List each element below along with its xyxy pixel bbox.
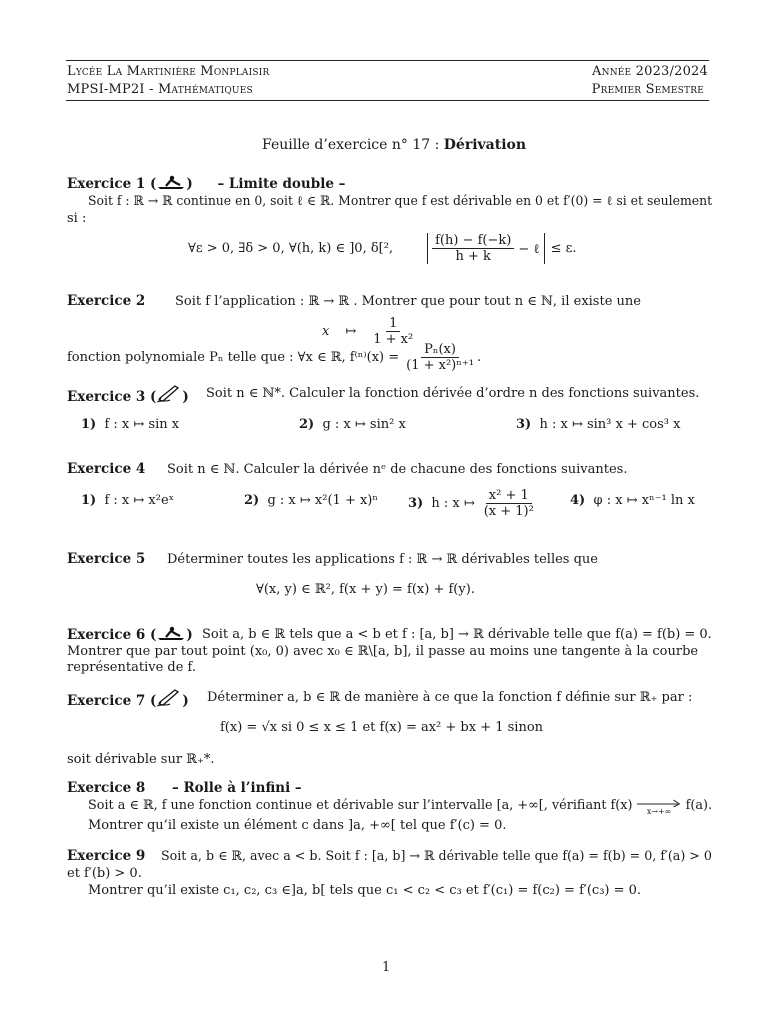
exercise-8-line2: Montrer qu’il existe un élément c dans ]a, +∞[ tel que f′(c) = 0.: [88, 818, 507, 833]
sheet-title-topic: Dérivation: [443, 137, 527, 153]
exercise-8-line1-text: Soit a ∈ ℝ, f une fonction continue et dérivable sur l’intervalle [a, +∞[, vérifiant f(x): [88, 798, 633, 813]
exercise-7-line2: soit dérivable sur ℝ₊*.: [67, 752, 215, 767]
exercise-3-heading: [67, 385, 189, 407]
exercise-3-label: Exercice 3 (: [67, 389, 157, 405]
exercise-4-item-2-text: g : x ↦ x²(1 + x)ⁿ: [267, 493, 378, 508]
exercise-1-heading: [67, 175, 345, 194]
exercise-6-line3: représentative de f.: [67, 660, 197, 675]
exercise-3-item-2-text: g : x ↦ sin² x: [322, 417, 406, 432]
exercise-1-subtitle: – Limite double –: [217, 176, 346, 192]
exercise-1-label-end: ): [186, 176, 193, 192]
exercise-4-item-2-number: 2): [244, 493, 260, 508]
exercise-2-text2-end: .: [476, 350, 482, 365]
exercise-3-item-2-number: 2): [299, 417, 315, 432]
exercise-2-fraction-num: Pₙ(x): [421, 342, 459, 358]
exercise-8-subtitle: – Rolle à l’infini –: [172, 780, 302, 796]
exercise-6-line2: Montrer que par tout point (x₀, 0) avec x₀ ∈ ℝ\[a, b], il passe au moins une tangente à la courbe: [67, 644, 699, 659]
exercise-2-map-x: x: [322, 324, 330, 339]
exercise-4-label: Exercice 4: [67, 461, 146, 477]
exercise-4-item-3-num: x² + 1: [486, 488, 532, 504]
exercise-7-heading: [67, 689, 189, 711]
exercise-8-line1: [88, 798, 712, 816]
exercise-1-label: Exercice 1 (: [67, 176, 157, 192]
long-right-arrow-icon: [636, 798, 681, 807]
exercise-1-fraction-num: f(h) − f(−k): [432, 233, 514, 249]
exercise-8-label: Exercice 8: [67, 780, 146, 796]
exercise-7-text: Déterminer a, b ∈ ℝ de manière à ce que la fonction f définie sur ℝ₊ par :: [207, 690, 693, 705]
exercise-2-map-num: 1: [386, 316, 400, 332]
exercise-4-item-2: [244, 493, 378, 508]
header-school: Lycée La Martinière Monplaisir: [67, 64, 270, 79]
exercise-3-item-2: [299, 417, 406, 432]
header-top-rule: [66, 60, 709, 61]
exercise-3-item-3-number: 3): [516, 417, 532, 432]
exercise-2-fraction-den: (1 + x²)ⁿ⁺¹: [406, 358, 474, 373]
exercise-1-line2: si :: [67, 211, 87, 226]
exercise-4-item-4-number: 4): [570, 493, 586, 508]
exercise-4-item-1: [81, 493, 174, 508]
exercise-3-item-1: [81, 417, 179, 432]
exercise-5-formula: ∀(x, y) ∈ ℝ², f(x + y) = f(x) + f(y).: [256, 582, 475, 597]
exercise-8-limit-arrow: [636, 798, 681, 816]
header-bottom-rule: [66, 100, 709, 101]
exercise-7-label-end: ): [182, 693, 189, 709]
exercise-4-item-3-fraction: [481, 488, 537, 519]
exercise-3-item-1-number: 1): [81, 417, 97, 432]
exercise-9-line3: Montrer qu’il existe c₁, c₂, c₃ ∈]a, b[ tels que c₁ < c₂ < c₃ et f′(c₁) = f(c₂) = f′(c₃) = 0.: [88, 883, 642, 898]
header-year: Année 2023/2024: [592, 64, 708, 79]
ski-jumper-icon: [156, 626, 186, 645]
exercise-5-text: Déterminer toutes les applications f : ℝ → ℝ dérivables telles que: [167, 552, 598, 567]
pencil-icon: [156, 689, 182, 711]
exercise-9-line1: Soit a, b ∈ ℝ, avec a < b. Soit f : [a, b] → ℝ dérivable telle que f(a) = f(b) = 0, f′(a) > 0: [161, 849, 712, 864]
exercise-3-item-1-text: f : x ↦ sin x: [104, 417, 180, 432]
header-semester: Premier Semestre: [591, 82, 704, 97]
sheet-title: [262, 137, 526, 153]
exercise-4-text: Soit n ∈ ℕ. Calculer la dérivée nᵉ de chacune des fonctions suivantes.: [167, 462, 628, 477]
exercise-4-item-1-number: 1): [81, 493, 97, 508]
sheet-title-prefix: Feuille d’exercice n° 17 :: [262, 137, 444, 153]
exercise-8-line1-end: f(a).: [685, 798, 713, 813]
exercise-5-label: Exercice 5: [67, 551, 146, 567]
exercise-1-fraction: [432, 233, 514, 264]
exercise-6-label-end: ): [186, 627, 193, 643]
exercise-1-formula-end: ≤ ε.: [550, 241, 577, 256]
exercise-2-line2: [67, 342, 481, 373]
exercise-4-item-3-number: 3): [408, 496, 424, 511]
exercise-6-line1: Soit a, b ∈ ℝ tels que a < b et f : [a, b] → ℝ dérivable telle que f(a) = f(b) = 0.: [202, 627, 712, 642]
ski-jumper-icon: [156, 175, 186, 194]
exercise-9-label: Exercice 9: [67, 848, 146, 864]
exercise-4-item-4: [570, 493, 695, 508]
exercise-2-map-den: 1 + x²: [373, 332, 414, 347]
exercise-4-item-1-text: f : x ↦ x²eˣ: [104, 493, 175, 508]
exercise-7-formula: f(x) = √x si 0 ≤ x ≤ 1 et f(x) = ax² + bx + 1 sinon: [220, 720, 544, 735]
exercise-1-line1: Soit f : ℝ → ℝ continue en 0, soit ℓ ∈ ℝ. Montrer que f est dérivable en 0 et f′(0) = ℓ si et seulement: [88, 194, 713, 209]
exercise-3-item-3: [516, 417, 680, 432]
exercise-1-fraction-den: h + k: [455, 249, 491, 264]
exercise-2-map-arrow: ↦: [345, 324, 357, 339]
exercise-7-label: Exercice 7 (: [67, 693, 157, 709]
exercise-1-formula-right: − ℓ: [518, 241, 540, 257]
exercise-3-text: Soit n ∈ ℕ*. Calculer la fonction dérivée d’ordre n des fonctions suivantes.: [206, 386, 700, 401]
page-number: 1: [382, 960, 391, 975]
exercise-2-text1: Soit f l’application : ℝ → ℝ . Montrer que pour tout n ∈ ℕ, il existe une: [175, 294, 641, 309]
exercise-1-formula-left: ∀ε > 0, ∃δ > 0, ∀(h, k) ∈ ]0, δ[²,: [188, 241, 394, 256]
exercise-2-label: Exercice 2: [67, 293, 146, 309]
exercise-4-item-4-text: φ : x ↦ xⁿ⁻¹ ln x: [593, 493, 695, 508]
exercise-8-limit-sub: x→+∞: [646, 807, 672, 816]
exercise-6-label: Exercice 6 (: [67, 627, 157, 643]
exercise-8-heading: [67, 780, 302, 796]
exercise-6-heading: [67, 626, 193, 645]
exercise-9-line2: et f′(b) > 0.: [67, 866, 142, 881]
exercise-3-item-3-text: h : x ↦ sin³ x + cos³ x: [539, 417, 681, 432]
exercise-1-formula: [188, 233, 576, 264]
pencil-icon: [156, 385, 182, 407]
header-class: MPSI-MP2I - Mathématiques: [67, 82, 253, 97]
exercise-4-item-3-text: h : x ↦: [431, 496, 475, 511]
exercise-4-item-3: [408, 488, 537, 519]
exercise-3-label-end: ): [182, 389, 189, 405]
exercise-4-item-3-den: (x + 1)²: [483, 504, 534, 519]
exercise-2-fraction: [403, 342, 477, 373]
exercise-1-abs-value: [427, 233, 544, 264]
exercise-2-text2: fonction polynomiale Pₙ telle que : ∀x ∈ ℝ, f⁽ⁿ⁾(x) =: [67, 350, 400, 365]
